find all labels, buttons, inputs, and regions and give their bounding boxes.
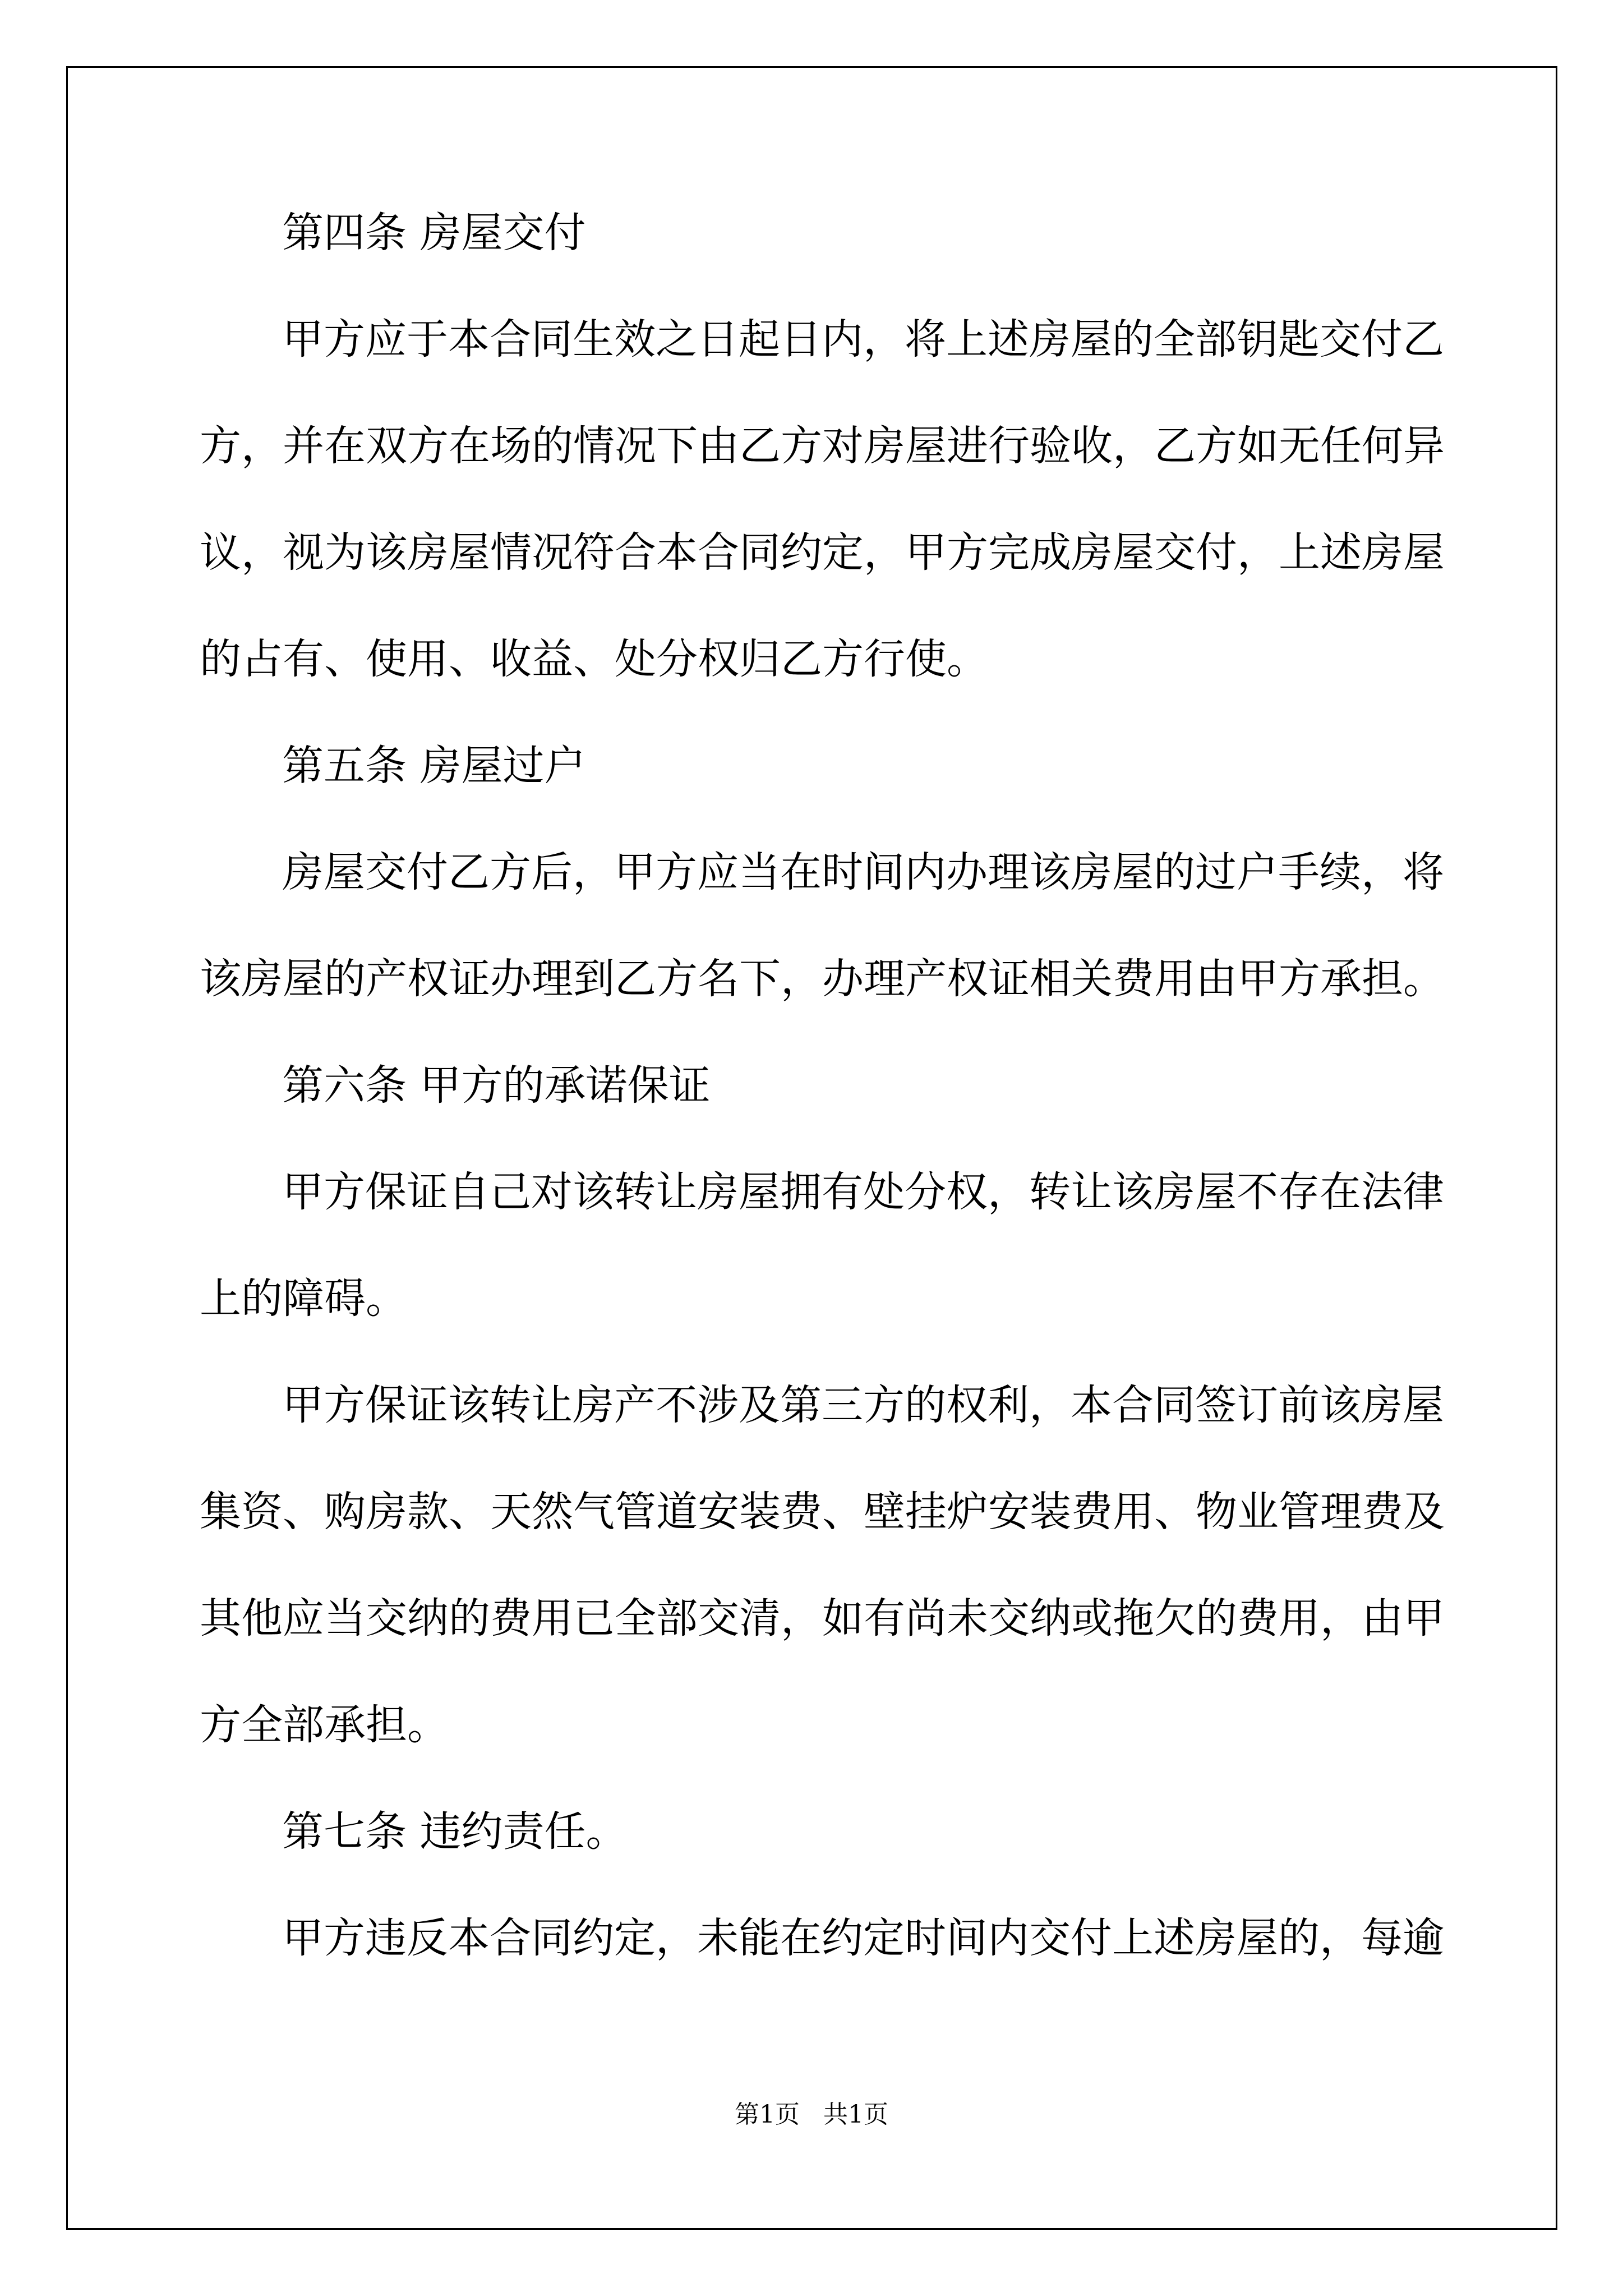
- paragraph-line: 上的障碍。: [200, 1274, 407, 1323]
- article-6-heading: 第六条 甲方的承诺保证: [282, 1061, 711, 1110]
- article-5-heading: 第五条 房屋过户: [282, 742, 586, 790]
- paragraph-line: 方全部承担。: [200, 1701, 449, 1749]
- paragraph-line: 甲方保证该转让房产不涉及第三方的权利，本合同签订前该房屋: [282, 1381, 1444, 1429]
- page-number-footer: 第1页 共1页: [735, 2100, 888, 2129]
- paragraph-line: 该房屋的产权证办理到乙方名下，办理产权证相关费用由甲方承担。: [200, 955, 1445, 1003]
- paragraph-line: 房屋交付乙方后，甲方应当在时间内办理该房屋的过户手续，将: [282, 848, 1444, 896]
- page-border: [66, 66, 1557, 2230]
- paragraph-line: 甲方违反本合同约定，未能在约定时间内交付上述房屋的，每逾: [282, 1914, 1444, 1962]
- paragraph-line: 集资、购房款、天然气管道安装费、壁挂炉安装费用、物业管理费及: [200, 1488, 1445, 1536]
- article-4-heading: 第四条 房屋交付: [282, 209, 586, 257]
- paragraph-line: 其他应当交纳的费用已全部交清，如有尚未交纳或拖欠的费用，由甲: [200, 1594, 1445, 1642]
- paragraph-line: 甲方保证自己对该转让房屋拥有处分权，转让该房屋不存在法律: [282, 1168, 1444, 1216]
- article-7-heading: 第七条 违约责任。: [282, 1807, 628, 1856]
- paragraph-line: 甲方应于本合同生效之日起日内，将上述房屋的全部钥匙交付乙: [282, 315, 1444, 364]
- paragraph-line: 议，视为该房屋情况符合本合同约定，甲方完成房屋交付，上述房屋: [200, 528, 1445, 577]
- paragraph-line: 方，并在双方在场的情况下由乙方对房屋进行验收，乙方如无任何异: [200, 422, 1445, 470]
- paragraph-line: 的占有、使用、收益、处分权归乙方行使。: [200, 635, 988, 683]
